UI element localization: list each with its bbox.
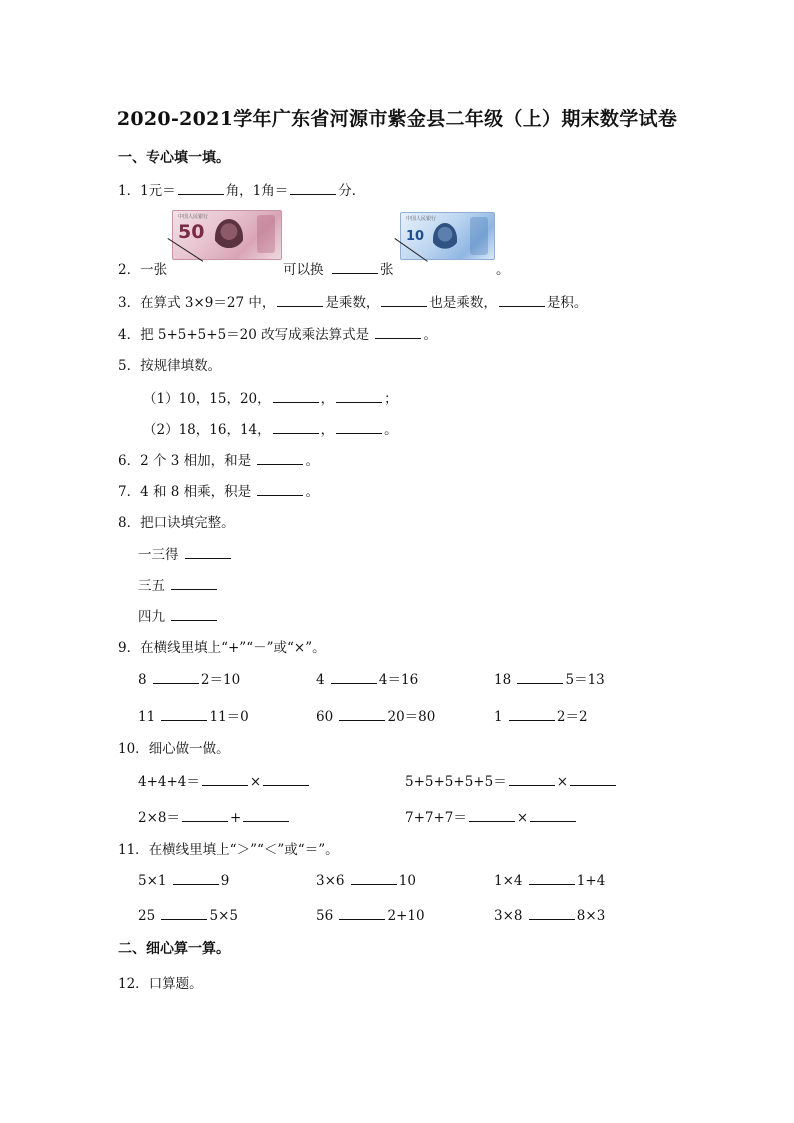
answer-blank[interactable]: [161, 708, 207, 721]
q10-item: 4+4+4＝ ×: [138, 770, 311, 790]
answer-blank[interactable]: [509, 708, 555, 721]
rhyme-row-2: 三五: [138, 574, 219, 594]
q11-item: 1×4 1+4: [494, 873, 606, 889]
answer-blank[interactable]: [517, 671, 563, 684]
fifty-yuan-note-image: 中国人民银行 50: [172, 210, 282, 260]
question-8: 8．把口诀填完整。: [118, 515, 235, 531]
answer-blank[interactable]: [509, 773, 555, 786]
q11-item: 3×8 8×3: [494, 908, 606, 924]
question-9: 9．在横线里填上“+”“－”或“×”。: [118, 640, 326, 656]
answer-blank[interactable]: [171, 608, 217, 621]
answer-blank[interactable]: [351, 872, 397, 885]
q9-item: 18 5＝13: [494, 672, 605, 688]
portrait-icon: [433, 223, 457, 255]
answer-blank[interactable]: [530, 809, 576, 822]
answer-blank[interactable]: [273, 390, 319, 403]
section-2-heading: 二、细心算一算。: [118, 941, 230, 957]
question-5-part-1: （1）10，15，20， ， ；: [143, 391, 398, 407]
answer-blank[interactable]: [243, 809, 289, 822]
answer-blank[interactable]: [339, 907, 385, 920]
question-10: 10．细心做一做。: [118, 741, 230, 757]
question-1: 1．1元＝ 角，1角＝ 分．: [118, 183, 366, 199]
answer-blank[interactable]: [336, 390, 382, 403]
q9-item: 4 4＝16: [316, 672, 419, 688]
q9-item: 60 20＝80: [316, 709, 436, 725]
ten-yuan-note-image: 中国人民银行 10: [400, 212, 495, 260]
answer-blank[interactable]: [331, 671, 377, 684]
question-2: 2．一张: [118, 262, 168, 278]
answer-blank[interactable]: [339, 708, 385, 721]
answer-blank[interactable]: [173, 872, 219, 885]
answer-blank[interactable]: [332, 261, 378, 274]
q11-item: 3×6 10: [316, 873, 416, 889]
q10-item: 7+7+7＝ ×: [405, 806, 578, 826]
answer-blank[interactable]: [499, 294, 545, 307]
answer-blank[interactable]: [182, 809, 228, 822]
answer-blank[interactable]: [570, 773, 616, 786]
answer-blank[interactable]: [529, 872, 575, 885]
answer-blank[interactable]: [202, 773, 248, 786]
answer-blank[interactable]: [381, 294, 427, 307]
rhyme-row-1: 一三得: [138, 543, 233, 563]
question-5: 5．按规律填数。: [118, 358, 222, 374]
rhyme-row-3: 四九: [138, 605, 219, 625]
answer-blank[interactable]: [336, 421, 382, 434]
q10-item: 2×8＝ +: [138, 806, 291, 826]
answer-blank[interactable]: [257, 452, 303, 465]
q11-item: 25 5×5: [138, 908, 238, 924]
page-title: 2020-2021学年广东省河源市紫金县二年级（上）期末数学试卷: [116, 108, 678, 130]
question-12: 12．口算题。: [118, 976, 203, 992]
answer-blank[interactable]: [257, 483, 303, 496]
answer-blank[interactable]: [171, 577, 217, 590]
answer-blank[interactable]: [290, 182, 336, 195]
answer-blank[interactable]: [263, 773, 309, 786]
answer-blank[interactable]: [529, 907, 575, 920]
q11-item: 5×1 9: [138, 873, 230, 889]
question-3: 3．在算式 3×9＝27 中， 是乘数， 也是乘数， 是积。: [118, 295, 588, 311]
answer-blank[interactable]: [469, 809, 515, 822]
answer-blank[interactable]: [178, 182, 224, 195]
question-5-part-2: （2）18，16，14， ， 。: [143, 422, 398, 438]
question-6: 6．2 个 3 相加，和是 。: [118, 453, 319, 469]
answer-blank[interactable]: [273, 421, 319, 434]
question-4: 4．把 5+5+5+5＝20 改写成乘法算式是 。: [118, 327, 437, 343]
question-11: 11．在横线里填上“＞”“＜”或“＝”。: [118, 842, 339, 858]
answer-blank[interactable]: [277, 294, 323, 307]
q11-item: 56 2+10: [316, 908, 425, 924]
q9-item: 8 2＝10: [138, 672, 241, 688]
portrait-icon: [215, 219, 243, 255]
q10-item: 5+5+5+5+5＝ ×: [405, 770, 618, 790]
answer-blank[interactable]: [153, 671, 199, 684]
question-7: 7．4 和 8 相乘，积是 。: [118, 484, 319, 500]
answer-blank[interactable]: [375, 326, 421, 339]
section-1-heading: 一、专心填一填。: [118, 150, 230, 166]
answer-blank[interactable]: [185, 546, 231, 559]
q9-item: 1 2＝2: [494, 709, 588, 725]
answer-blank[interactable]: [161, 907, 207, 920]
q9-item: 11 11＝0: [138, 709, 249, 725]
